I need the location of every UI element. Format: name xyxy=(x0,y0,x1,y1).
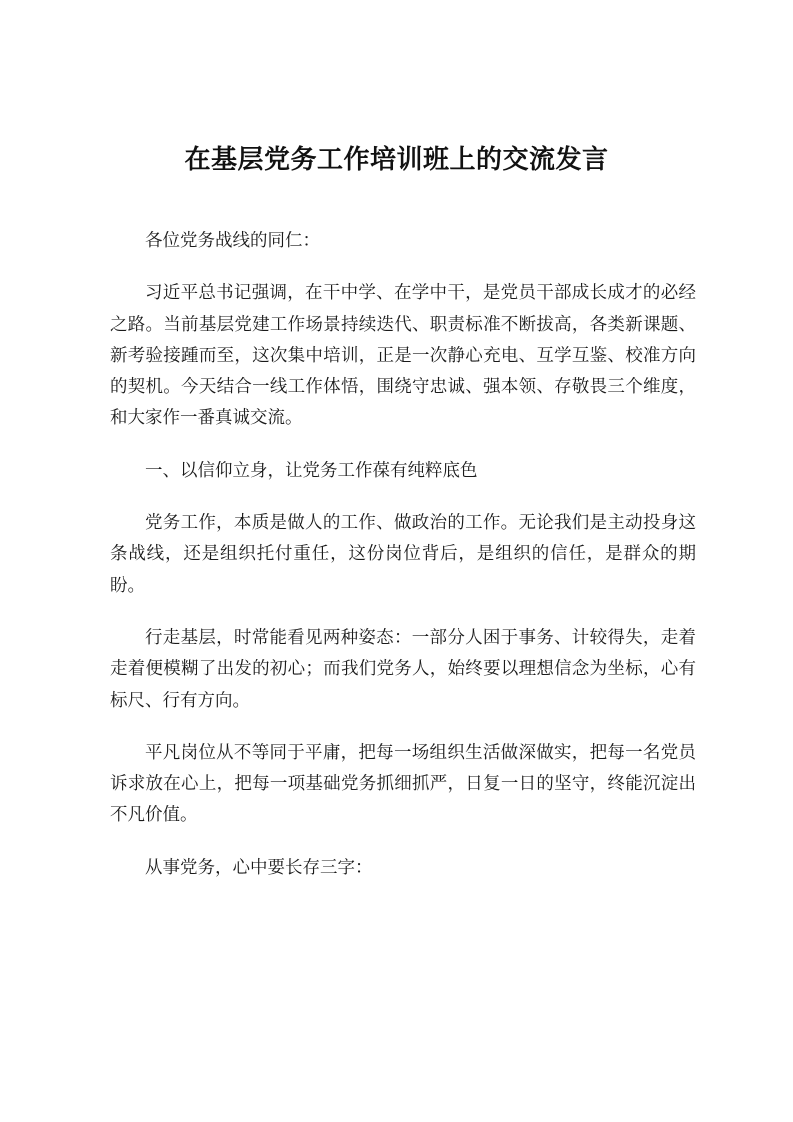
body-paragraph: 党务工作，本质是做人的工作、做政治的工作。无论我们是主动投身这条战线，还是组织托付重任，这份岗位背后，是组织的信任，是群众的期盼。 xyxy=(110,513,696,596)
intro-paragraph: 习近平总书记强调，在干中学、在学中干，是党员干部成长成才的必经之路。当前基层党建工作场景持续迭代、职责标准不断拔高，各类新课题、新考验接踵而至，这次集中培训，正是一次静心充电、互学互鉴、校准方向的契机。今天结合一线工作体悟，围绕守忠诚、强本领、存敬畏三个维度，和大家作一番真诚交流。 xyxy=(110,283,696,429)
body-paragraph: 从事党务，心中要长存三字： xyxy=(145,857,373,878)
body-paragraph: 行走基层，时常能看见两种姿态：一部分人困于事务、计较得失，走着走着便模糊了出发的初心；而我们党务人，始终要以理想信念为坐标，心有标尺、行有方向。 xyxy=(110,627,696,711)
document-title: 在基层党务工作培训班上的交流发言 xyxy=(184,145,609,175)
document-body xyxy=(110,226,696,905)
section-heading-1: 一、以信仰立身，让党务工作葆有纯粹底色 xyxy=(145,460,478,481)
salutation-paragraph: 各位党务战线的同仁： xyxy=(145,231,320,251)
body-paragraph: 平凡岗位从不等同于平庸，把每一场组织生活做深做实，把每一名党员诉求放在心上，把每一项基础党务抓细抓严，日复一日的坚守，终能沉淀出不凡价值。 xyxy=(110,742,696,826)
